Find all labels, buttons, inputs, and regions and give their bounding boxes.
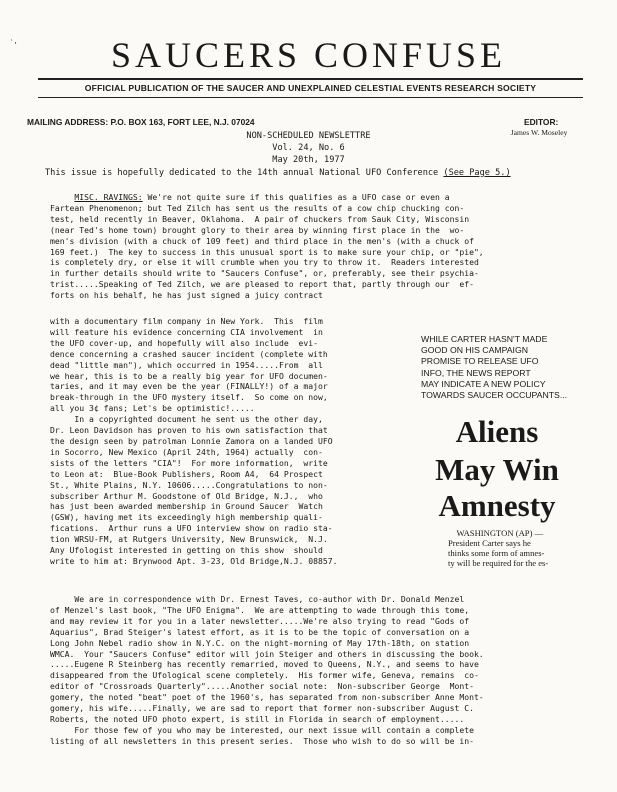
news-excerpt <box>448 528 568 568</box>
editor-name: James W. Moseley <box>510 128 568 137</box>
text-line: fications. Arthur runs a UFO interview show on radio sta- <box>50 523 333 534</box>
text-line: and may review it for you in a later newsletter.....We're also trying to read "Gods of <box>50 615 470 626</box>
newsletter-type: NON-SCHEDULED NEWSLETTRE <box>246 131 371 141</box>
volume-number: Vol. 24, No. 6 <box>272 143 345 153</box>
bottom-text <box>50 594 484 747</box>
first-line-rest: We're not quite sure if this qualifies as a UFO case or even a <box>142 192 450 202</box>
headline-line-2: May Win <box>435 452 559 487</box>
text-line: St., White Plains, N.Y. 10606.....Congratulations to non- <box>50 479 328 490</box>
text-line: dead "little man"), which occurred in 1954.....From all <box>50 359 323 370</box>
dedication-ref: (See Page 5.) <box>443 168 511 178</box>
news-line: thinks some form of amnes- <box>448 548 545 558</box>
text-line: has just been awarded membership in Ground Saucer Watch <box>50 501 323 512</box>
text-line: is completely dry, or else it will crumble when you try to throw it. Readers interested <box>50 257 479 268</box>
text-line: of Menzel's last book, "The UFO Enigma". We are attempting to wade through this tome, <box>50 604 470 615</box>
clipping-intro-line: TOWARDS SAUCER OCCUPANTS... <box>421 390 568 401</box>
masthead-rule-top <box>38 78 583 80</box>
news-line: ty will be required for the es- <box>448 558 549 568</box>
news-line: President Carter says he <box>448 538 531 548</box>
mailing-address: MAILING ADDRESS: P.O. BOX 163, FORT LEE, N.J. 07024 <box>27 117 255 127</box>
text-line: Aquarius", Brad Steiger's latest effort, as it is to be the topic of conversation on a <box>50 626 470 637</box>
text-line: (near Ted's home town) brought glory to their area by winning first place in the wo- <box>50 224 465 235</box>
text-line: gomery, the noted "beat" poet of the 1960's, has separated from non-subscriber Anne Mont- <box>50 692 484 703</box>
text-line: 169 feet.) The key to success in this unusual sport is to make sure your chip, or "pie", <box>50 246 484 257</box>
news-line: WASHINGTON (AP) — <box>448 528 544 538</box>
text-line: test, held recently in Beaver, Oklahoma. A pair of chuckers from Sauk City, Wisconsin <box>50 213 470 224</box>
headline-line-1: Aliens <box>455 414 539 449</box>
text-line: the design seen by patrolman Lonnie Zamora on a landed UFO <box>50 435 333 446</box>
dedication-text: This issue is hopefully dedicated to the 14th annual National UFO Conference <box>45 168 444 178</box>
masthead-subtitle: OFFICIAL PUBLICATION OF THE SAUCER AND UNEXPLAINED CELESTIAL EVENTS RESEARCH SOCIETY <box>84 83 537 93</box>
full-width-lines <box>50 203 484 301</box>
text-line: forts on his behalf, he has just signed a juicy contract <box>50 290 323 301</box>
text-line: Any Ufologist interested in getting on this show should <box>50 545 323 556</box>
text-line: Long John Nebel radio show in N.Y.C. on the night-morning of May 17th-18th, on station <box>50 637 470 648</box>
text-line: Fartean Phenomenon; but Ted Zilch has sent us the results of a cow chip chucking con- <box>50 202 465 213</box>
clipping-intro-line: GOOD ON HIS CAMPAIGN <box>421 345 528 356</box>
text-line: in Socorro, New Mexico (April 24th, 1964) actually con- <box>50 446 323 457</box>
text-line: listing of all newsletters in this present series. Those who wish to do so will be in- <box>50 735 474 746</box>
text-line: men's division (with a chuck of 109 feet) and third place in the men's (with a chuck of <box>50 235 474 246</box>
text-line: We are in correspondence with Dr. Ernest Taves, co-author with Dr. Donald Menzel <box>50 594 465 604</box>
text-line: write to him at: Brynwood Apt. 3-23, Old Bridge,N.J. 08857. <box>50 555 338 566</box>
masthead-title: SAUCERS CONFUSE <box>110 35 507 75</box>
text-line: the UFO cover-up, and hopefully will also include evi- <box>50 337 319 348</box>
text-line: tion WRSU-FM, at Rutgers University, New Brunswick, N.J. <box>50 534 328 545</box>
text-line: taries, and it may even be the year (FINALLY!) of a major <box>50 381 328 392</box>
margin-mark: · , <box>10 36 17 45</box>
clipping-intro <box>421 334 567 401</box>
issue-date: May 20th, 1977 <box>272 155 345 165</box>
editor-label: EDITOR: <box>524 117 559 127</box>
clipping-intro-line: MAY INDICATE A NEW POLICY <box>421 378 546 389</box>
text-line: will feature his evidence concerning CIA involvement in <box>50 326 323 337</box>
text-line: subscriber Arthur M. Goodstone of Old Bridge, N.J., who <box>50 490 323 501</box>
text-line: In a copyrighted document he sent us the other day, <box>50 414 323 425</box>
text-line: trist.....Speaking of Ted Zilch, we are pleased to report that, partly through our ef- <box>50 279 474 290</box>
text-line: editor of "Crossroads Quarterly".....Another social note: Non-subscriber George Mont- <box>50 681 474 692</box>
text-line: (GSW), having met its exceedingly high membership quali- <box>50 512 323 523</box>
text-line: Roberts, the noted UFO photo expert, is still in Florida in search of employment..... <box>50 713 465 724</box>
text-line: to Leon at: Blue-Book Publishers, Room A4, 64 Prospect <box>50 468 323 479</box>
text-line: .....Eugene R Steinberg has recently remarried, moved to Queens, N.Y., and seems to have <box>50 659 479 670</box>
text-line: Dr. Leon Davidson has proven to his own satisfaction that <box>50 425 328 436</box>
text-line: gomery, his wife.....Finally, we are sad to report that former non-subscriber August C. <box>50 703 474 714</box>
text-line: break-through in the UFO mystery itself. So come on now, <box>50 392 328 403</box>
clipping-intro-line: INFO, THE NEWS REPORT <box>421 367 531 378</box>
clipping-intro-line: PROMISE TO RELEASE UFO <box>421 356 539 367</box>
misc-ravings-label: MISC. RAVINGS: <box>74 192 143 202</box>
clipping-intro-line: WHILE CARTER HASN'T MADE <box>421 334 548 344</box>
dedication <box>45 168 511 178</box>
text-line: WMCA. Your "Saucers Confuse" editor will join Steiger and others in discussing the book. <box>50 648 484 659</box>
headline-line-3: Amnesty <box>438 488 556 523</box>
text-line: sists of the letters "CIA"! For more information, write <box>50 457 328 468</box>
first-line <box>50 192 484 203</box>
misc-ravings-paragraph <box>50 192 484 301</box>
text-line: we hear, this is to be a really big year for UFO documen- <box>50 370 328 381</box>
text-line: all you 3¢ fans; Let's be optimistic!..... <box>50 403 255 414</box>
narrow-column-text <box>50 316 338 567</box>
text-line: disappeared from the Ufological scene completely. His former wife, Geneva, remains co- <box>50 670 479 681</box>
text-line: dence concerning a crashed saucer incident (complete with <box>50 348 328 359</box>
text-line: in further details should write to "Saucers Confuse", or, preferably, see their psychia- <box>50 268 479 279</box>
text-line: with a documentary film company in New York. This film <box>50 316 323 326</box>
masthead-rule-bottom <box>38 97 583 98</box>
text-line: For those few of you who may be interested, our next issue will contain a complete <box>50 724 474 735</box>
